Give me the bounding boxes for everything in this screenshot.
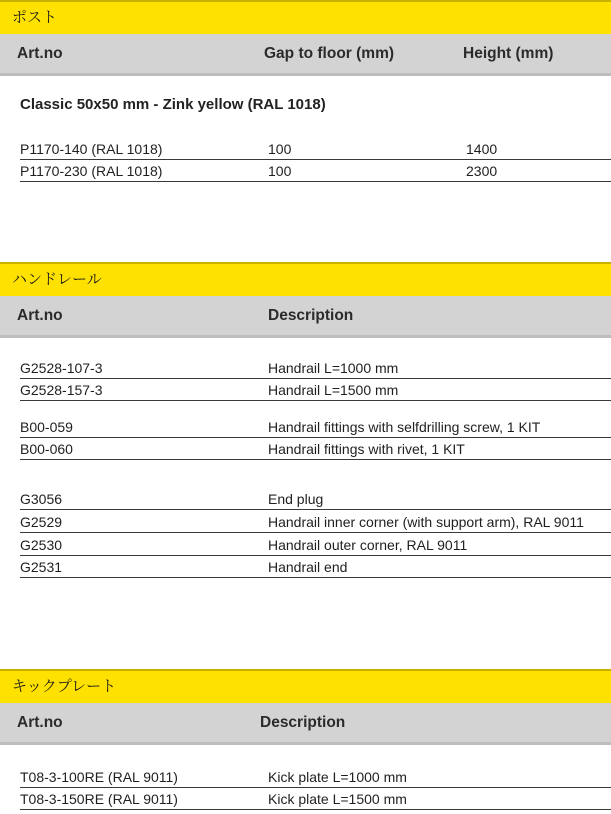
kickplate-section-bar bbox=[0, 669, 611, 703]
table-row bbox=[20, 535, 611, 556]
posts-header-height: Height (mm) bbox=[463, 45, 554, 62]
kickplate-header-artno: Art.no bbox=[17, 714, 63, 731]
row-description: Handrail fittings with rivet, 1 KIT bbox=[268, 441, 465, 457]
row-description: Handrail fittings with selfdrilling screw, 1 KIT bbox=[268, 419, 541, 435]
row-artno: G3056 bbox=[20, 491, 63, 507]
table-row bbox=[20, 789, 611, 810]
row-description: Handrail outer corner, RAL 9011 bbox=[268, 537, 468, 553]
handrail-section-title: ハンドレール bbox=[12, 271, 102, 288]
row-artno: P1170-140 (RAL 1018) bbox=[20, 141, 163, 157]
row-artno: B00-059 bbox=[20, 419, 73, 435]
table-row bbox=[20, 512, 611, 533]
row-artno: G2529 bbox=[20, 514, 63, 530]
kickplate-section-title: キックプレート bbox=[12, 678, 117, 695]
row-gap: 100 bbox=[268, 141, 292, 157]
row-description: Kick plate L=1500 mm bbox=[268, 791, 407, 807]
row-description: Handrail L=1000 mm bbox=[268, 360, 399, 376]
table-row bbox=[20, 161, 611, 182]
row-description: Handrail inner corner (with support arm), RAL 9011 bbox=[268, 514, 584, 530]
table-row bbox=[20, 139, 611, 160]
row-artno: P1170-230 (RAL 1018) bbox=[20, 163, 163, 179]
row-artno: G2531 bbox=[20, 559, 63, 575]
row-artno: G2528-157-3 bbox=[20, 382, 103, 398]
table-row bbox=[20, 358, 611, 379]
handrail-header-artno: Art.no bbox=[17, 307, 63, 324]
table-row bbox=[20, 417, 611, 438]
table-row bbox=[20, 767, 611, 788]
row-height: 1400 bbox=[466, 141, 498, 157]
posts-header-gap: Gap to floor (mm) bbox=[264, 45, 395, 62]
row-artno: G2530 bbox=[20, 537, 63, 553]
table-row bbox=[20, 380, 611, 401]
row-artno: G2528-107-3 bbox=[20, 360, 103, 376]
handrail-header-description: Description bbox=[268, 307, 354, 324]
row-artno: B00-060 bbox=[20, 441, 73, 457]
handrail-section-bar bbox=[0, 262, 611, 296]
row-artno: T08-3-150RE (RAL 9011) bbox=[20, 791, 178, 807]
posts-column-header bbox=[0, 34, 611, 76]
row-gap: 100 bbox=[268, 163, 292, 179]
kickplate-header-description: Description bbox=[260, 714, 346, 731]
handrail-column-header bbox=[0, 296, 611, 338]
table-row bbox=[20, 489, 611, 510]
posts-subtitle: Classic 50x50 mm - Zink yellow (RAL 1018) bbox=[20, 96, 326, 113]
posts-header-artno: Art.no bbox=[17, 45, 63, 62]
row-height: 2300 bbox=[466, 163, 498, 179]
table-row bbox=[20, 557, 611, 578]
row-description: Handrail end bbox=[268, 559, 348, 575]
row-artno: T08-3-100RE (RAL 9011) bbox=[20, 769, 178, 785]
row-description: End plug bbox=[268, 491, 324, 507]
posts-section-bar bbox=[0, 0, 611, 34]
kickplate-column-header bbox=[0, 703, 611, 745]
posts-section-title: ポスト bbox=[12, 9, 58, 26]
row-description: Handrail L=1500 mm bbox=[268, 382, 399, 398]
table-row bbox=[20, 439, 611, 460]
row-description: Kick plate L=1000 mm bbox=[268, 769, 407, 785]
